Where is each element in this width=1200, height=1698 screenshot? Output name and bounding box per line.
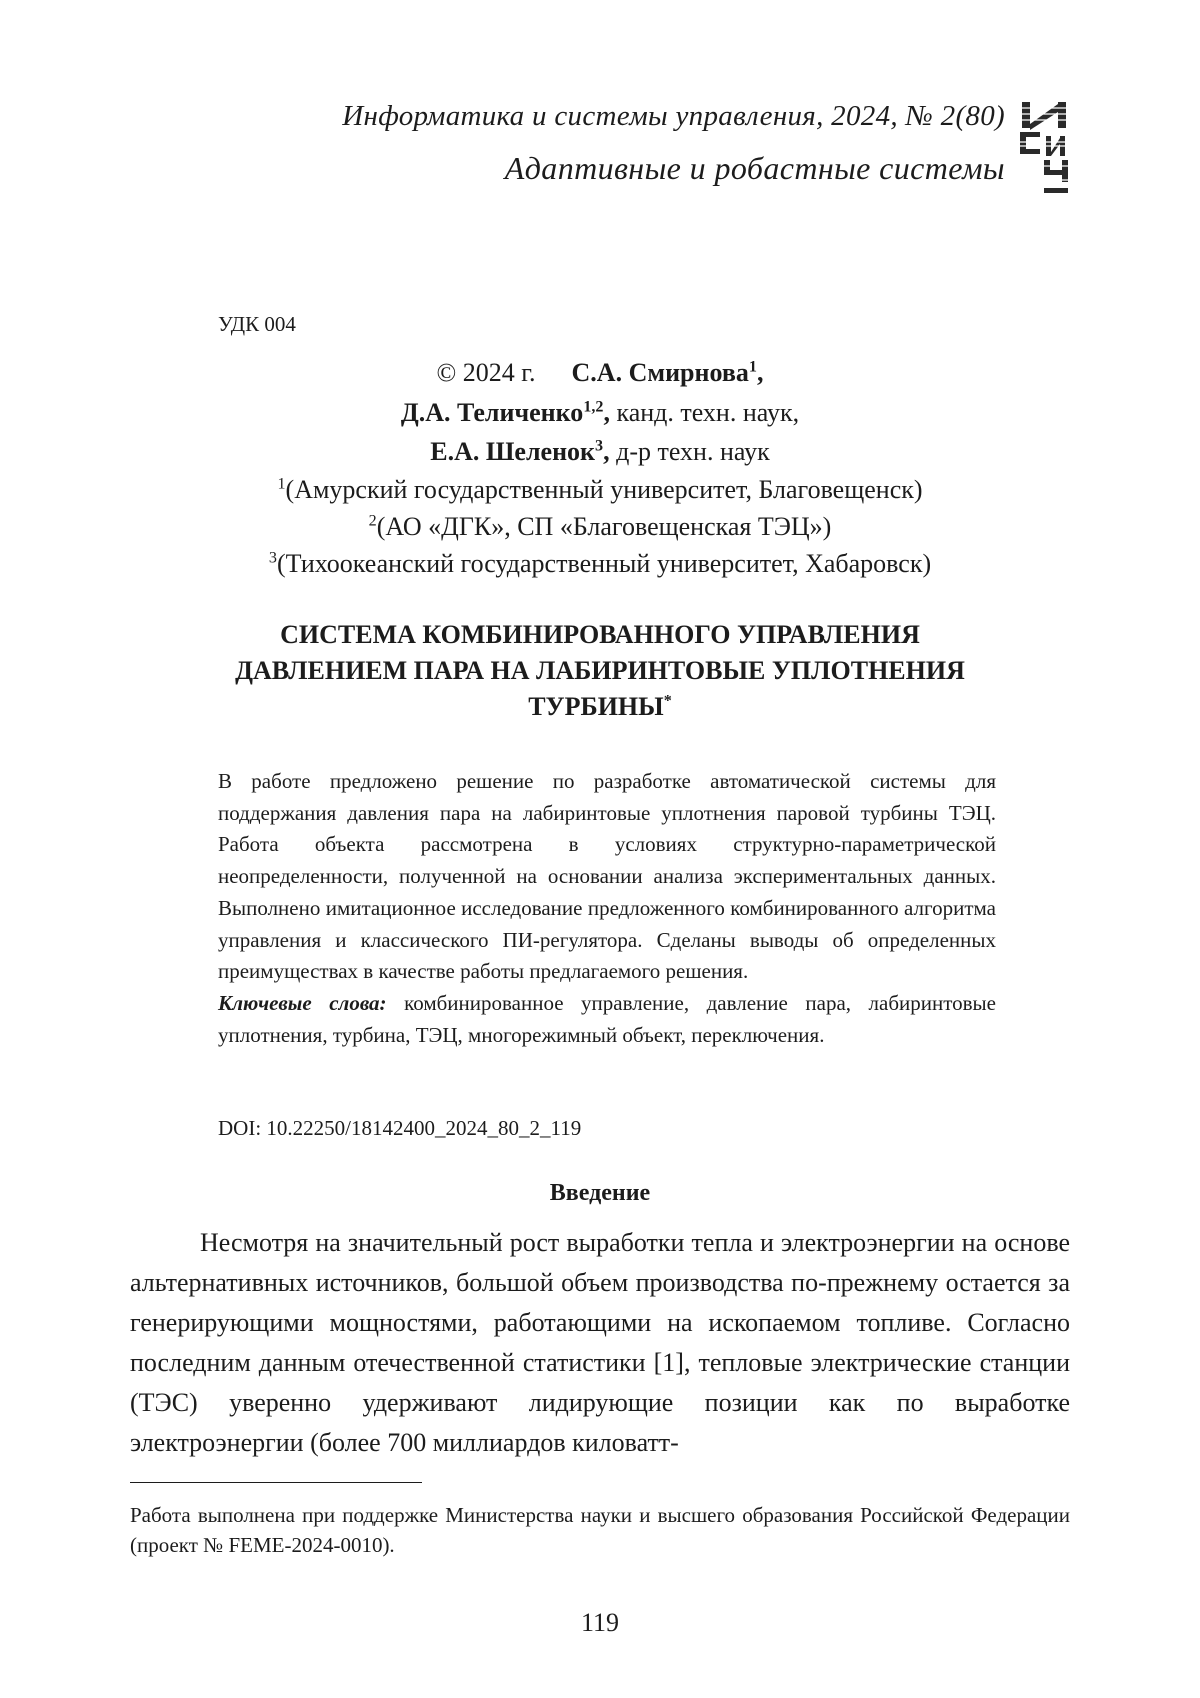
affiliation-2-text: (АО «ДГК», СП «Благовещенская ТЭЦ») <box>376 512 832 541</box>
body-paragraph: Несмотря на значительный рост выработки тепла и электроэнергии на основе альтернативных источников, большой объем производства по-прежнему остается за генерирующими мощностями, работающими на ископаемом топливе. Согласно последним данным отечественной статистики [1], тепловые электрические станции (ТЭС) уверенно удерживают лидирующие позиции как по выработке электроэнергии (более 700 миллиардов киловатт- <box>130 1228 1070 1457</box>
author-2-name: Д.А. Теличенко <box>400 398 584 427</box>
affiliation-3-mark: 3 <box>268 549 277 567</box>
journal-header: Информатика и системы управления, 2024, № 2(80) <box>342 100 1005 132</box>
body-text <box>130 1223 1070 1463</box>
author-2-comma: , <box>603 398 610 427</box>
paper-title-line-1: СИСТЕМА КОМБИНИРОВАННОГО УПРАВЛЕНИЯ <box>280 620 920 649</box>
affiliation-1-text: (Амурский государственный университет, Благовещенск) <box>285 475 923 504</box>
author-1-name: С.А. Смирнова <box>571 358 749 387</box>
keywords-list: комбинированное управление, давление пара, лабиринтовые уплотнения, турбина, ТЭЦ, многорежимный объект, переключения. <box>218 990 996 1047</box>
section-header: Адаптивные и робастные системы <box>504 150 1005 186</box>
footnote: Работа выполнена при поддержке Министерства науки и высшего образования Российской Федерации (проект № FEME-2024-0010). <box>130 1503 1070 1557</box>
udk-code: УДК 004 <box>218 312 296 336</box>
affiliation-1-mark: 1 <box>277 475 286 493</box>
author-1-comma: , <box>756 358 764 387</box>
paper-title-line-2: ДАВЛЕНИЕМ ПАРА НА ЛАБИРИНТОВЫЕ УПЛОТНЕНИЯ <box>235 656 965 685</box>
affiliation-3-text: (Тихоокеанский государственный университет, Хабаровск) <box>276 549 932 578</box>
author-2-degree: канд. техн. наук, <box>616 398 800 427</box>
author-2-affiliation-mark: 1,2 <box>583 398 604 416</box>
author-line-3 <box>0 437 1200 467</box>
page-number: 119 <box>580 1608 620 1637</box>
author-line-2 <box>0 398 1200 428</box>
doi: DOI: 10.22250/18142400_2024_80_2_119 <box>218 1116 582 1140</box>
section-heading: Введение <box>549 1180 651 1206</box>
copyright: © 2024 г. <box>436 358 536 387</box>
logo-letter-i <box>1022 102 1066 130</box>
journal-logo <box>1018 100 1070 196</box>
affiliation-1 <box>0 475 1200 505</box>
footnote-divider <box>130 1482 422 1483</box>
abstract <box>218 766 996 1051</box>
paper-title-line-3 <box>0 692 1200 722</box>
title-footnote-mark: * <box>663 692 672 710</box>
author-line-1 <box>0 358 1200 388</box>
affiliation-3 <box>0 549 1200 579</box>
author-1-affiliation-mark: 1 <box>748 358 757 376</box>
keywords <box>218 988 996 1051</box>
author-3-affiliation-mark: 3 <box>595 437 604 455</box>
affiliation-2 <box>0 512 1200 542</box>
keywords-label: Ключевые слова: <box>218 990 387 1015</box>
paper-title-line-3-text: ТУРБИНЫ <box>528 692 664 721</box>
author-3-name: Е.А. Шеленок <box>430 437 596 466</box>
affiliation-2-mark: 2 <box>368 512 377 530</box>
logo-letter-u <box>1044 160 1068 193</box>
logo-letter-s <box>1020 132 1040 154</box>
author-3-degree: д-р техн. наук <box>616 437 770 466</box>
abstract-text: В работе предложено решение по разработке автоматической системы для поддержания давления пара на лабиринтовые уплотнения паровой турбины ТЭЦ. Работа объекта рассмотрена в условиях структурно-параметрической неопределенности, полученной на основании анализа экспериментальных данных. Выполнено имитационное исследование предложенного комбинированного алгоритма управления и классического ПИ-регулятора. Сделаны выводы об определенных преимуществах в качестве работы предлагаемого решения. <box>218 769 996 984</box>
author-3-comma: , <box>603 437 610 466</box>
